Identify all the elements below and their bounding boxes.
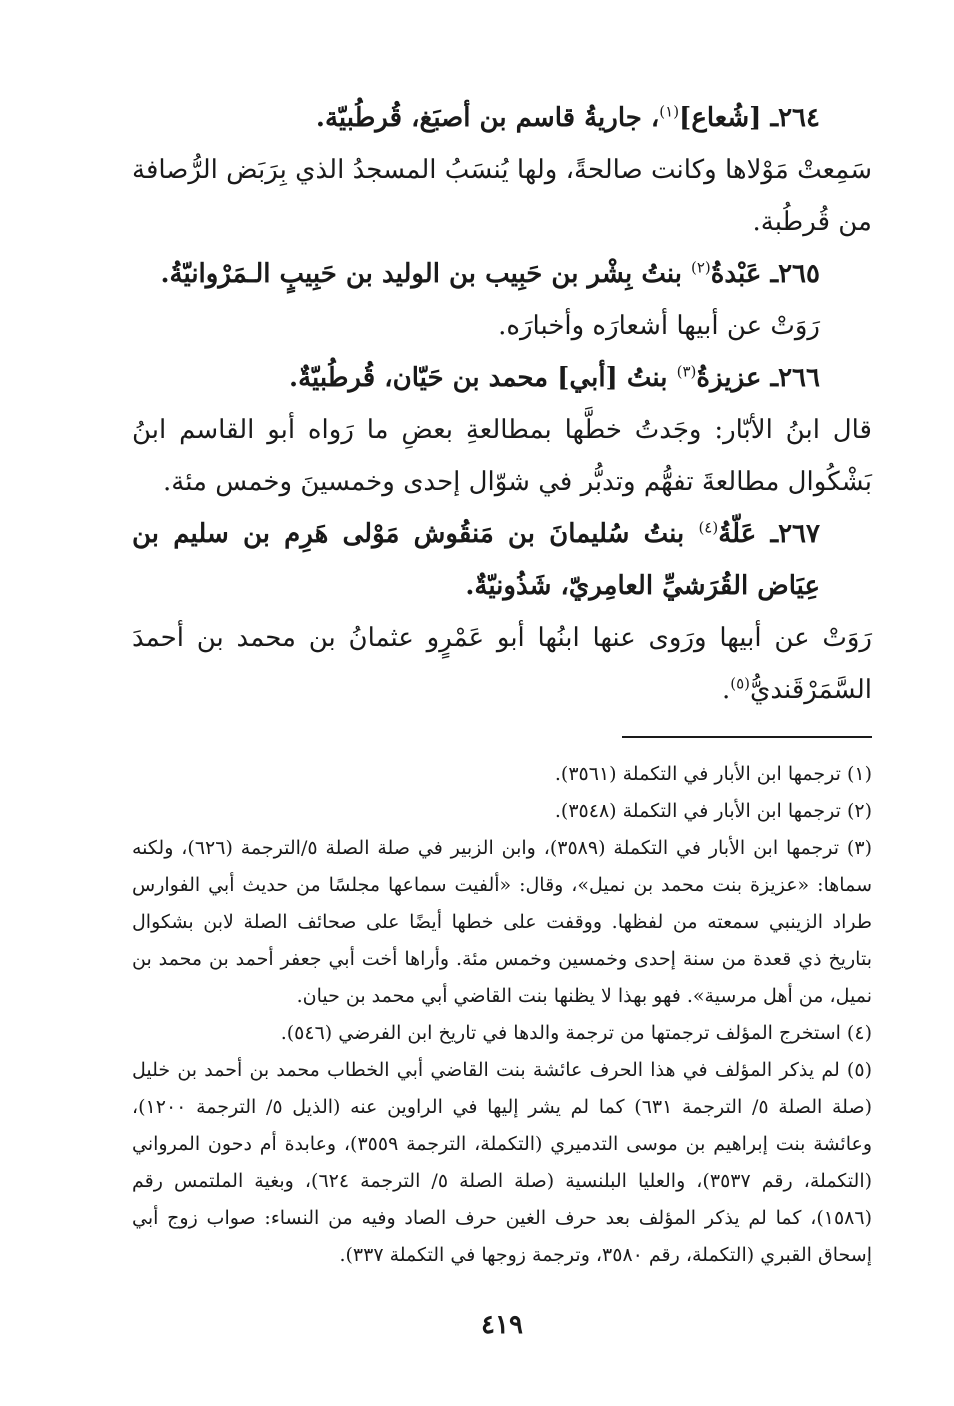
entry-264-body: سَمِعتْ مَوْلاها وكانت صالحةً، ولها يُنسَبُ المسجدُ الذي بِرَبَض الرُّصافة من قُرطُبة. xyxy=(132,155,872,237)
entry-267-description: بنتُ سُليمانَ بن مَنقُوش مَوْلى هَرِم بن سليم بن عِيَاض القُرَشيِّ العامِريّ، شَذُونيّةٌ. xyxy=(132,519,820,601)
book-page xyxy=(132,92,872,1382)
entry-266-description: بنتُ [أبي] محمد بن حَيّان، قُرطُبيّةٌ. xyxy=(289,363,677,393)
footnote-5: (٥) لم يذكر المؤلف في هذا الحرف عائشة بنت القاضي أبي الخطاب محمد بن أحمد بن خليل (صلة الصلة ٥/ الترجمة ٦٣١) كما لم يشر إليها في الراوين عنه (الذيل ٥/ الترجمة ١٢٠٠)، وعائشة بنت إبراهيم بن موسى التدميري (التكملة، الترجمة ٣٥٥٩)، وعابدة أم دحون المرواني (التكملة، رقم ٣٥٣٧)، والعليا البلنسية (صلة الصلة ٥/ الترجمة ٦٢٤)، وبغية الملتمس رقم (١٥٨٦)، كما لم يذكر المؤلف بعد حرف الغين حرف الصاد وفيه من النساء: صواب زوج أبي إسحاق القبري (التكملة، رقم ٣٥٨٠، وترجمة زوجها في التكملة ٣٣٧). xyxy=(132,1059,873,1266)
footnote-ref-2[interactable]: (٢) xyxy=(691,258,711,277)
entry-267-body-text: رَوَتْ عن أبيها ورَوى عنها ابنُها أبو عَمْرٍو عثمانُ بن محمد بن أحمدَ السَّمَرْقَنديُّ xyxy=(132,623,872,705)
footnote-ref-4[interactable]: (٤) xyxy=(698,518,719,537)
entry-265-body: رَوَتْ عن أبيها أشعارَه وأخبارَه. xyxy=(498,311,820,341)
footnote-3: (٣) ترجمها ابن الأبار في التكملة (٣٥٨٩)، وابن الزبير في صلة الصلة ٥/الترجمة (٦٢٦)، ولكنه سماها: «عزيزة بنت محمد بن نميل»، وقال: «ألفيت سماعها مجلسًا من حديث أبي الفوارس طراد الزينبي سمعته من لفظها. ووقفت على خطها أيضًا على صحائف الصلة لابن بشكوال بتاريخ ذي قعدة من سنة إحدى وخمسين وخمس مئة. وأراها أخت أبي جعفر أحمد بن محمد بن نميل، من أهل مرسية». فهو بهذا لا يظنها بنت القاضي أبي محمد بن حيان. xyxy=(132,837,872,1007)
entry-267-body-end: . xyxy=(721,675,731,705)
entry-267-number-name: ٢٦٧ـ عَلّةُ xyxy=(718,519,820,549)
entry-266-heading xyxy=(132,352,872,404)
footnotes-section xyxy=(132,756,872,1274)
entry-264-heading xyxy=(132,92,872,144)
footnote-separator xyxy=(622,736,872,738)
entry-267-heading xyxy=(132,508,872,612)
page-number: ٤١٩ xyxy=(481,1310,523,1340)
footnote-ref-3[interactable]: (٣) xyxy=(676,362,697,381)
footnote-ref-1[interactable]: (١) xyxy=(659,102,680,121)
footnote-ref-5[interactable]: (٥) xyxy=(730,674,750,693)
entry-265-description: بنتُ بِشْر بن حَبِيب بن الوليد بن حَبِيبٍ الـمَرْوانيّةُ. xyxy=(160,259,691,289)
footnote-4: (٤) استخرج المؤلف ترجمتها من ترجمة والدها في تاريخ ابن الفرضي (٥٤٦). xyxy=(280,1022,872,1044)
footnote-2: (٢) ترجمها ابن الأبار في التكملة (٣٥٤٨). xyxy=(554,800,872,822)
entry-266-number-name: ٢٦٦ـ عزيزةُ xyxy=(696,363,820,393)
entry-265-heading xyxy=(132,248,872,300)
entry-265-number-name: ٢٦٥ـ عَبْدةُ xyxy=(710,259,820,289)
footnote-1: (١) ترجمها ابن الأبار في التكملة (٣٥٦١). xyxy=(554,763,872,785)
entry-264-number-name: ٢٦٤ـ [شُعاع] xyxy=(679,103,820,133)
entry-266-body: قال ابنُ الأبّار: وجَدتُ خطَّها بمطالعةِ بعضِ ما رَواه أبو القاسم ابنُ بَشْكُوال مطالعةَ تفهُّم وتدبُّر في شوّال إحدى وخمسينَ وخمس مئة. xyxy=(132,415,872,497)
entry-267-body xyxy=(132,612,872,716)
entry-264-description: ، جاريةُ قاسم بن أصبَغ، قُرطُبيّة. xyxy=(315,103,660,133)
main-text xyxy=(132,92,872,716)
